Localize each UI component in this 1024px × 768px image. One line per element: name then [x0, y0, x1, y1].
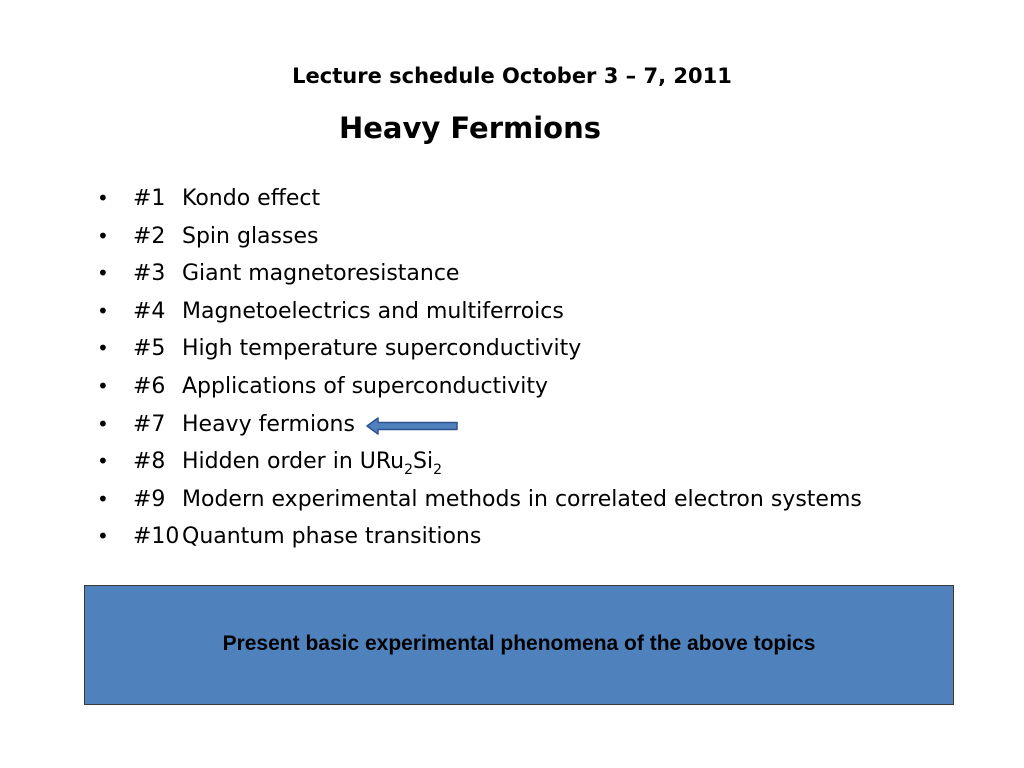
bullet: •: [97, 261, 109, 286]
topic-number: #6: [133, 373, 166, 399]
topic-number: #8: [133, 449, 166, 475]
summary-banner: [84, 585, 954, 705]
banner-text: Present basic experimental phenomena of the above topics: [222, 632, 816, 655]
topic-item-3: [95, 255, 862, 293]
bullet: •: [97, 373, 109, 398]
topic-number: #1: [133, 186, 166, 211]
bullet: •: [97, 186, 109, 210]
topic-label: Quantum phase transitions: [182, 524, 482, 550]
topic-label: Applications of superconductivity: [182, 373, 549, 399]
topic-item-8: [95, 443, 862, 481]
topic-number: #9: [133, 486, 166, 512]
topic-label: Magnetoelectrics and multiferroics: [182, 298, 564, 324]
left-arrow-icon: [366, 416, 460, 436]
topic-number: #5: [133, 336, 166, 362]
topic-label: Spin glasses: [182, 223, 319, 249]
topic-item-10: [95, 518, 862, 556]
topic-item-7: [95, 406, 862, 444]
topic-label-mid: Si: [413, 449, 434, 475]
topic-label: Modern experimental methods in correlated electron systems: [182, 486, 862, 512]
bullet: •: [97, 411, 109, 436]
topic-number: #4: [133, 298, 166, 324]
subscript: 2: [433, 462, 443, 479]
topic-number: #7: [133, 411, 166, 437]
bullet: •: [97, 298, 109, 323]
bullet: •: [97, 524, 109, 549]
topic-item-2: [95, 218, 862, 256]
bullet: •: [97, 336, 109, 361]
subscript: 2: [404, 462, 414, 479]
topic-item-4: [95, 293, 862, 331]
topic-list: [95, 180, 862, 556]
topic-item-6: [95, 368, 862, 406]
topic-number: #10: [133, 524, 180, 550]
topic-label: Giant magnetoresistance: [182, 261, 460, 287]
page-title: Heavy Fermions: [338, 111, 601, 145]
bullet: •: [97, 223, 109, 248]
topic-label: Kondo effect: [182, 186, 321, 211]
bullet: •: [97, 449, 109, 474]
topic-label: High temperature superconductivity: [182, 336, 582, 362]
topic-item-1: [95, 180, 862, 218]
topic-number: #2: [133, 223, 166, 249]
topic-item-5: [95, 330, 862, 368]
topic-number: #3: [133, 261, 166, 287]
topic-item-9: [95, 481, 862, 519]
schedule-title: Lecture schedule October 3 – 7, 2011: [292, 64, 732, 88]
topic-label: Hidden order in URu: [182, 449, 405, 475]
bullet: •: [97, 486, 109, 511]
topic-label: Heavy fermions: [182, 411, 355, 437]
